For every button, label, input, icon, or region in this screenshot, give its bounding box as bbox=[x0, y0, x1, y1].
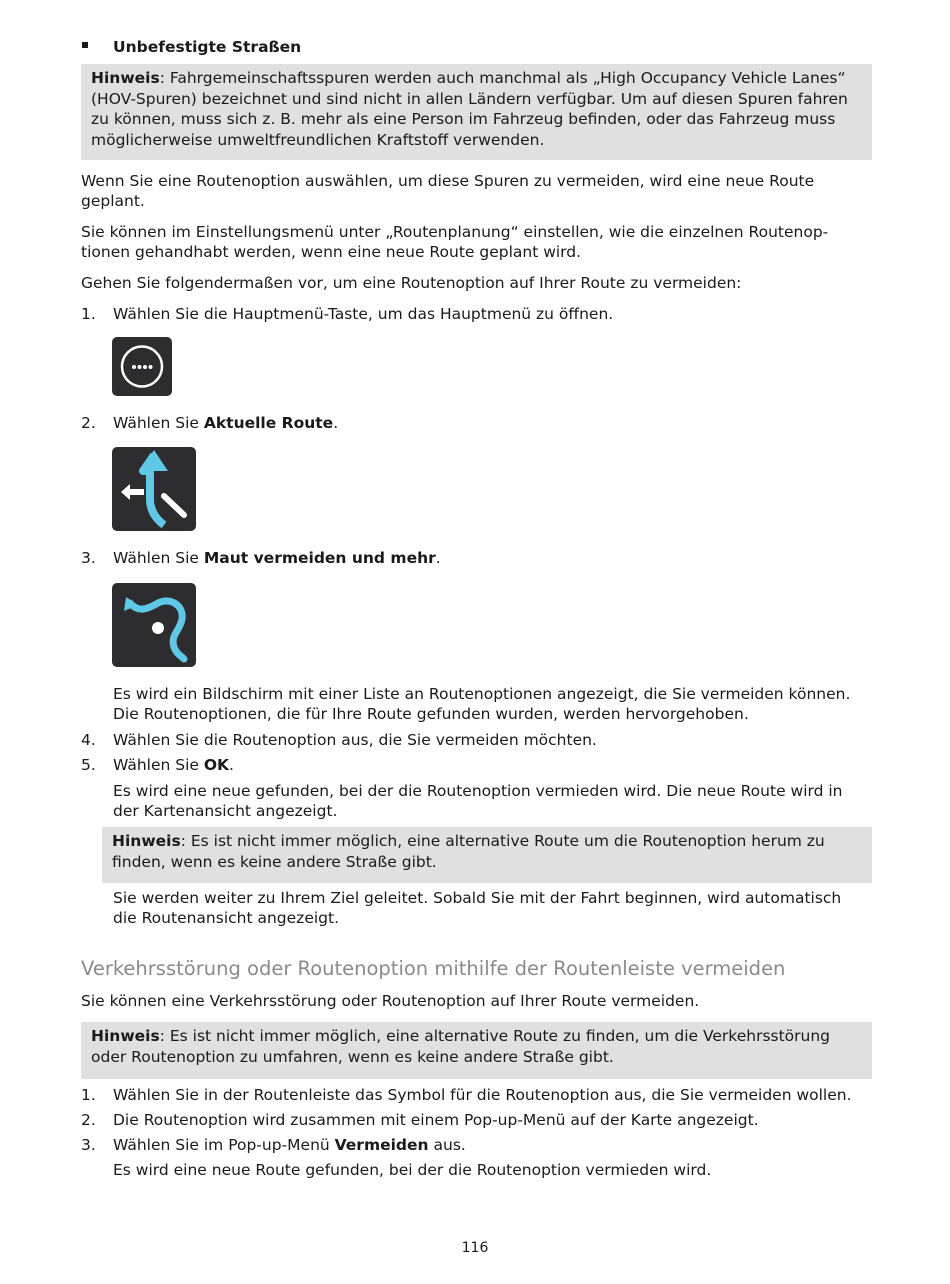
step-3-description-line1: Es wird ein Bildschirm mit einer Liste an Routenoptionen angezeigt, die Sie vermeiden können. bbox=[113, 685, 851, 703]
step-2-text: Wählen Sie Aktuelle Route. bbox=[113, 414, 339, 432]
avoid-toll-icon-graphic bbox=[112, 583, 196, 667]
main-menu-icon-graphic bbox=[112, 337, 172, 396]
step-5-text: Wählen Sie OK. bbox=[113, 756, 234, 774]
step-5-description-line2: der Kartenansicht angezeigt. bbox=[113, 802, 338, 820]
step-number: 5. bbox=[81, 756, 96, 774]
step-number: 2. bbox=[81, 414, 96, 432]
paragraph-new-route-line2: geplant. bbox=[81, 192, 145, 210]
ui-term-ok: OK bbox=[203, 756, 230, 774]
step-b3-text: Wählen Sie im Pop-up-Menü Vermeiden aus. bbox=[113, 1136, 466, 1154]
page-number: 116 bbox=[461, 1240, 489, 1256]
ui-term-avoid-toll: Maut vermeiden und mehr bbox=[203, 549, 436, 567]
step-5-after-line1: Sie werden weiter zu Ihrem Ziel geleitet. Sobald Sie mit der Fahrt beginnen, wird automatisch bbox=[113, 889, 842, 907]
step-3-text: Wählen Sie Maut vermeiden und mehr. bbox=[113, 549, 441, 567]
note-line: möglicherweise umweltfreundlichen Kraftstoff verwenden. bbox=[91, 130, 545, 149]
ui-term-current-route: Aktuelle Route bbox=[203, 414, 334, 432]
step-4-text: Wählen Sie die Routenoption aus, die Sie vermeiden möchten. bbox=[113, 731, 597, 749]
note-line: Hinweis: Fahrgemeinschaftsspuren werden auch manchmal als „High Occupancy Vehicle Lanes“ bbox=[91, 69, 846, 87]
note-line: finden, wenn es keine andere Straße gibt. bbox=[112, 852, 437, 871]
note-line: oder Routenoption zu umfahren, wenn es keine andere Straße gibt. bbox=[91, 1047, 614, 1066]
step-5-after-line2: die Routenansicht angezeigt. bbox=[113, 909, 339, 927]
current-route-icon-graphic bbox=[112, 447, 196, 531]
note-label: Hinweis bbox=[91, 1027, 160, 1045]
paragraph-settings-line2: tionen gehandhabt werden, wenn eine neue Route geplant wird. bbox=[81, 243, 582, 261]
paragraph-avoid-incident: Sie können eine Verkehrsstörung oder Routenoption auf Ihrer Route vermeiden. bbox=[81, 992, 700, 1010]
note-box-incident bbox=[81, 1022, 872, 1079]
note-line: zu können, muss sich z. B. mehr als eine Person im Fahrzeug befinden, oder das Fahrzeug muss bbox=[91, 110, 836, 128]
note-label: Hinweis bbox=[91, 69, 160, 87]
paragraph-settings-line1: Sie können im Einstellungsmenü unter „Routenplanung“ einstellen, wie die einzelnen Routenop- bbox=[81, 223, 829, 241]
step-number: 1. bbox=[81, 1086, 96, 1104]
note-line: Hinweis: Es ist nicht immer möglich, eine alternative Route um die Routenoption herum zu bbox=[112, 832, 825, 850]
step-number: 3. bbox=[81, 1136, 96, 1154]
step-number: 1. bbox=[81, 305, 96, 323]
step-3-description-line2: Die Routenoptionen, die für Ihre Route gefunden wurden, werden hervorgehoben. bbox=[113, 705, 749, 723]
main-menu-icon[interactable] bbox=[112, 337, 172, 396]
step-1-text: Wählen Sie die Hauptmenü-Taste, um das Hauptmenü zu öffnen. bbox=[113, 305, 614, 323]
note-box-no-alternative bbox=[102, 827, 872, 883]
ui-term-avoid: Vermeiden bbox=[334, 1136, 429, 1154]
step-5-description-line1: Es wird eine neue gefunden, bei der die Routenoption vermieden wird. Die neue Route wird in bbox=[113, 782, 843, 800]
step-number: 4. bbox=[81, 731, 96, 749]
step-number: 2. bbox=[81, 1111, 96, 1129]
section-heading: Verkehrsstörung oder Routenoption mithilfe der Routenleiste vermeiden bbox=[81, 957, 786, 980]
current-route-icon[interactable] bbox=[112, 447, 196, 531]
note-line: (HOV-Spuren) bezeichnet und sind nicht in allen Ländern verfügbar. Um auf diesen Spuren fahren bbox=[91, 89, 848, 108]
note-line: Hinweis: Es ist nicht immer möglich, eine alternative Route zu finden, um die Verkehrsstörung bbox=[91, 1027, 831, 1045]
step-b1-text: Wählen Sie in der Routenleiste das Symbol für die Routenoption aus, die Sie vermeiden wollen. bbox=[113, 1086, 852, 1104]
step-number: 3. bbox=[81, 549, 96, 567]
note-box-hov bbox=[81, 64, 872, 160]
bullet-marker bbox=[82, 42, 88, 48]
note-label: Hinweis bbox=[112, 832, 181, 850]
paragraph-new-route-line1: Wenn Sie eine Routenoption auswählen, um diese Spuren zu vermeiden, wird eine neue Route bbox=[81, 172, 815, 190]
paragraph-instructions-intro: Gehen Sie folgendermaßen vor, um eine Routenoption auf Ihrer Route zu vermeiden: bbox=[81, 274, 742, 292]
step-b3-description: Es wird eine neue Route gefunden, bei der die Routenoption vermieden wird. bbox=[113, 1161, 712, 1179]
step-b2-text: Die Routenoption wird zusammen mit einem Pop-up-Menü auf der Karte angezeigt. bbox=[113, 1111, 759, 1129]
avoid-toll-and-more-icon[interactable] bbox=[112, 583, 196, 667]
bullet-item-unpaved-roads: Unbefestigte Straßen bbox=[113, 38, 302, 56]
